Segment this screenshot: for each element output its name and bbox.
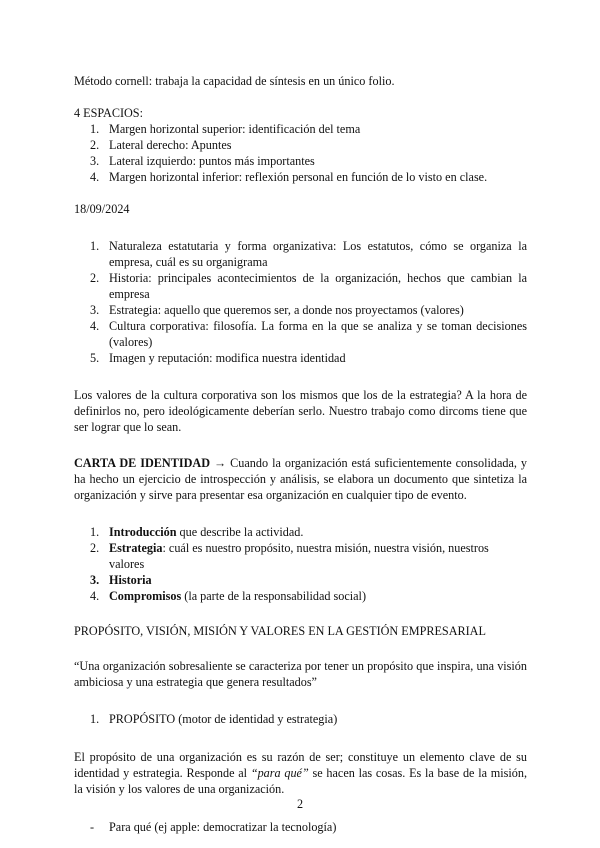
list-item: 3. Historia (90, 573, 152, 587)
list-item: 3. Estrategia: aquello que queremos ser, a donde nos proyectamos (valores) (90, 303, 464, 317)
espacios-list (74, 121, 527, 185)
proposito-paragraph: El propósito de una organización es su razón de ser; constituye un elemento clave de su identidad y estrategia. Responde al “para qué” se hacen las cosas. Es la base de la misión, la visión y los valores de una organización. (74, 750, 527, 796)
section-heading: PROPÓSITO, VISIÓN, MISIÓN Y VALORES EN LA GESTIÓN EMPRESARIAL (74, 624, 486, 638)
dash-list (74, 819, 527, 835)
date-heading: 18/09/2024 (74, 202, 130, 216)
carta-paragraph: CARTA DE IDENTIDAD → Cuando la organización está suficientemente consolidada, y ha hecho un ejercicio de introspección y análisis, se elabora un documento que sintetiza la organización y sirve para presentar esa organización en cualquier tipo de evento. (74, 456, 527, 502)
list-item: 1. Naturaleza estatutaria y forma organizativa: Los estatutos, cómo se organiza la empresa, cuál es su organigrama (90, 239, 527, 269)
list-item: 1. Introducción que describe la actividad. (90, 525, 304, 539)
list-item: 4. Cultura corporativa: filosofía. La forma en la que se analiza y se toman decisiones (valores) (90, 319, 527, 349)
document-page (74, 73, 527, 835)
list-item: 2. Lateral derecho: Apuntes (90, 138, 232, 152)
espacios-heading: 4 ESPACIOS: (74, 106, 143, 120)
valores-paragraph: Los valores de la cultura corporativa son los mismos que los de la estrategia? A la hora de definirlos no, pero ideológicamente deberían serlo. Nuestro trabajo como dircoms tiene que ser lograr que lo sean. (74, 388, 527, 434)
list-item: 4. Compromisos (la parte de la responsabilidad social) (90, 589, 367, 603)
list-item: 4. Margen horizontal inferior: reflexión personal en función de lo visto en clase. (90, 170, 488, 184)
list-item: 1. Margen horizontal superior: identificación del tema (90, 122, 361, 136)
carta-title: CARTA DE IDENTIDAD → (74, 456, 227, 470)
list-item: 1. PROPÓSITO (motor de identidad y estrategia) (90, 712, 338, 726)
list-item: - Para qué (ej apple: democratizar la tecnología) (90, 820, 337, 834)
intro-paragraph: Método cornell: trabaja la capacidad de síntesis en un único folio. (74, 74, 395, 88)
aspects-list (74, 238, 527, 366)
quote-paragraph: “Una organización sobresaliente se caracteriza por tener un propósito que inspira, una visión ambiciosa y una estrategia que genera resultados” (74, 659, 527, 689)
list-item: 5. Imagen y reputación: modifica nuestra identidad (90, 351, 346, 365)
page-number: 2 (296, 797, 304, 811)
list-item: 3. Lateral izquierdo: puntos más importantes (90, 154, 315, 168)
list-item: 2. Historia: principales acontecimientos de la organización, hechos que cambian la empresa (90, 271, 527, 301)
list-item: 2. Estrategia: cuál es nuestro propósito, nuestra misión, nuestra visión, nuestros valores (90, 541, 489, 571)
proposito-list (74, 711, 527, 727)
carta-list (74, 524, 527, 604)
